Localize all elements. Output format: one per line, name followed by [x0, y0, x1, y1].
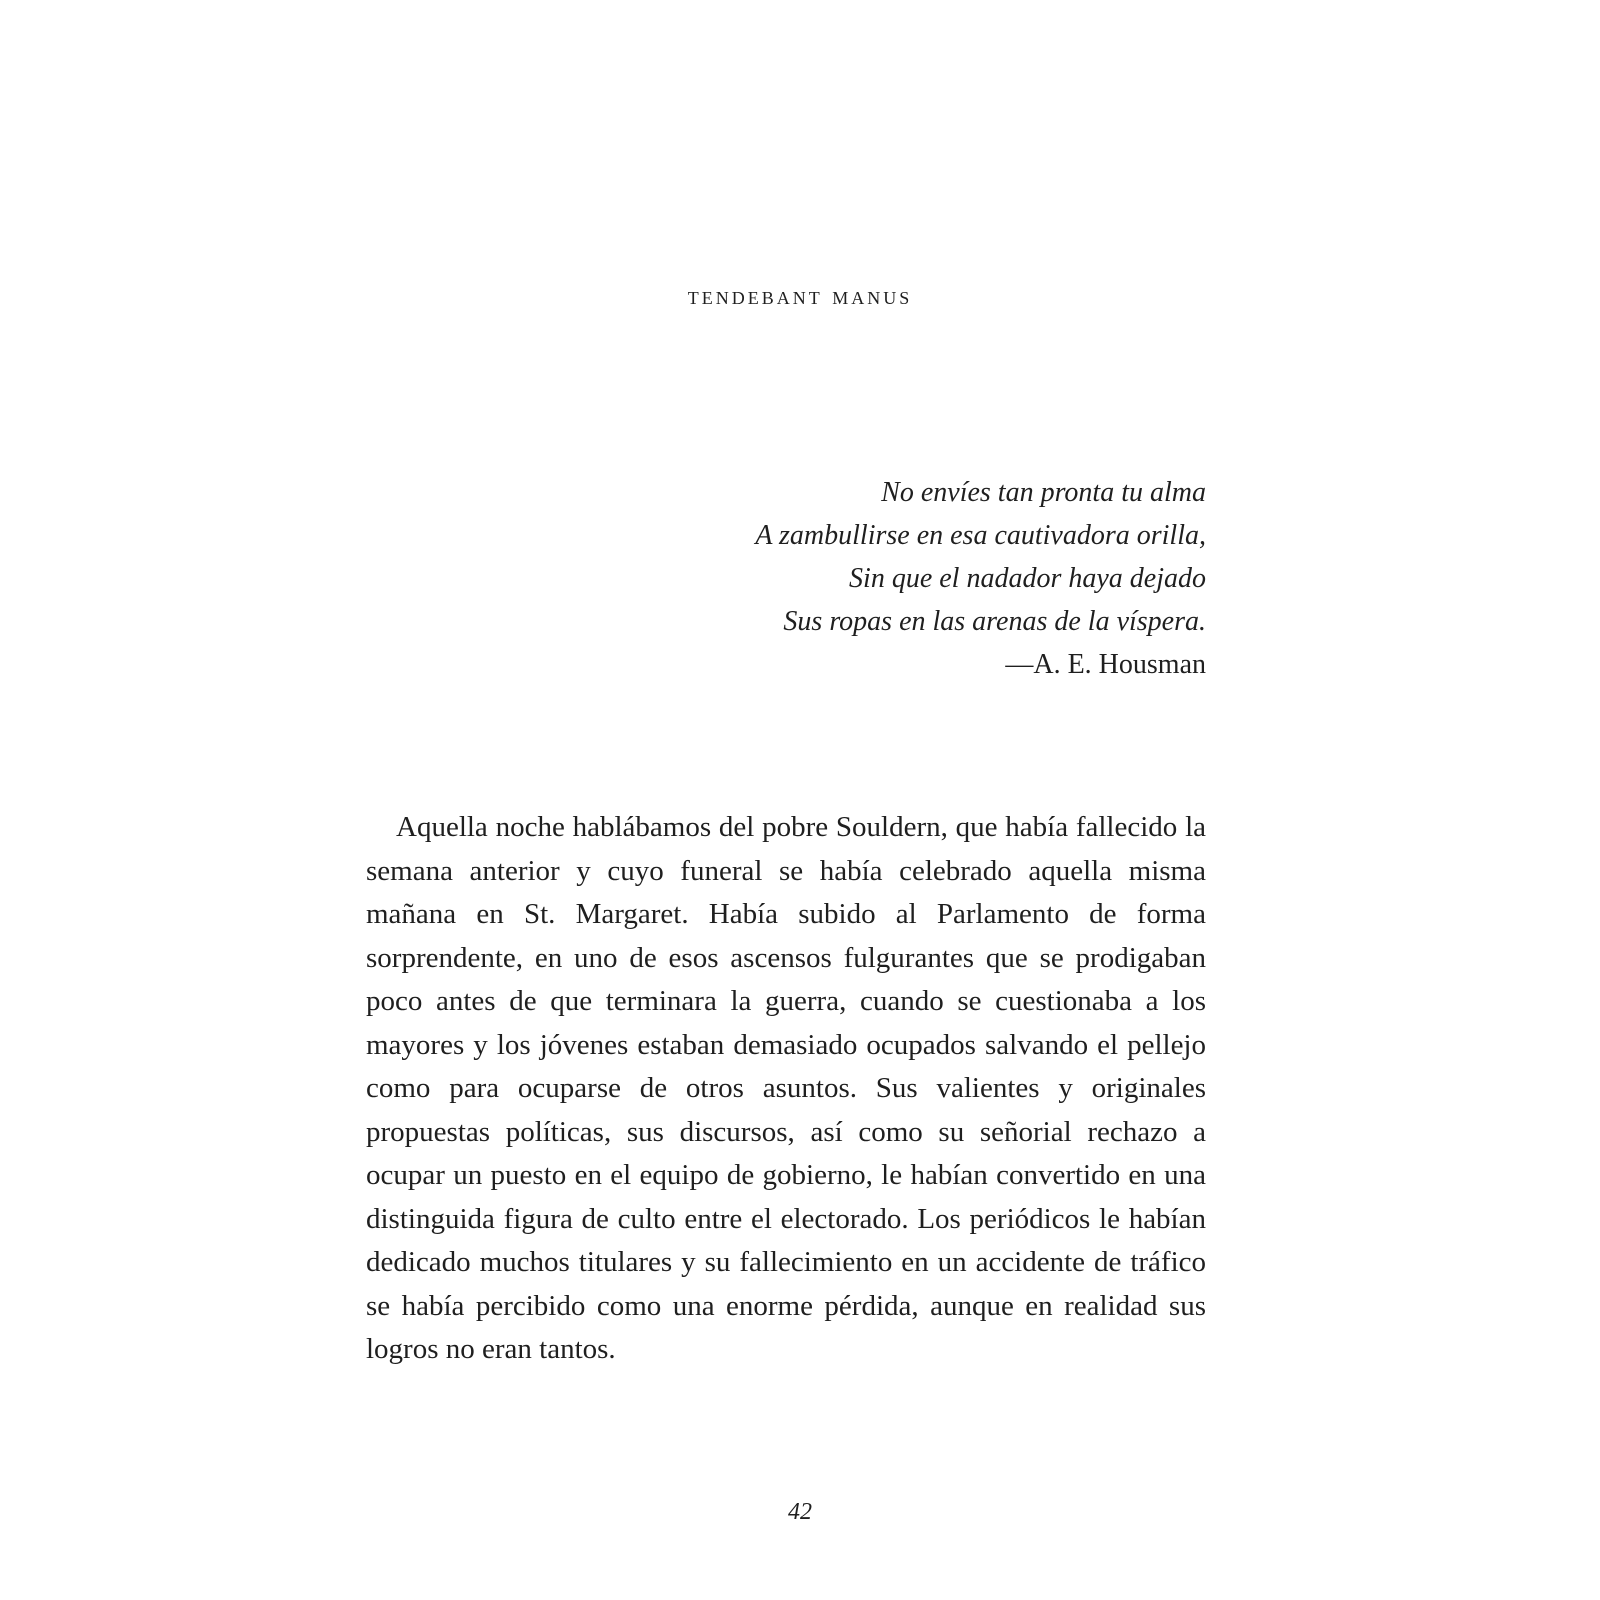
body-paragraph: Aquella noche hablábamos del pobre Souldern, que había fallecido la semana anterior y cuyo funeral se había celebrado aquella misma mañana en St. Margaret. Había subido al Parlamento de forma sorprendente, en uno de esos ascensos fulgurantes que se prodigaban poco antes de que terminara la guerra, cuando se cuestionaba a los mayores y los jóvenes estaban demasiado ocupados salvando el pellejo como para ocuparse de otros asuntos. Sus valientes y originales propuestas políticas, sus discursos, así como su señorial rechazo a ocupar un puesto en el equipo de gobierno, le habían convertido en una distinguida figura de culto entre el electorado. Los periódicos le habían dedicado muchos titulares y su fallecimiento en un accidente de tráfico se había percibido como una enorme pérdida, aunque en realidad sus logros no eran tantos.	[366, 811, 1206, 1365]
epigraph-line: Sin que el nadador haya dejado	[849, 563, 1206, 594]
page-number: 42	[788, 1499, 812, 1525]
epigraph-attribution: —A. E. Housman	[1005, 649, 1206, 680]
epigraph	[755, 471, 1206, 686]
epigraph-line: No envíes tan pronta tu alma	[881, 477, 1206, 508]
epigraph-line: Sus ropas en las arenas de la víspera.	[783, 606, 1206, 637]
epigraph-line: A zambullirse en esa cautivadora orilla,	[755, 520, 1206, 551]
chapter-title: tendebant manus	[687, 281, 913, 310]
